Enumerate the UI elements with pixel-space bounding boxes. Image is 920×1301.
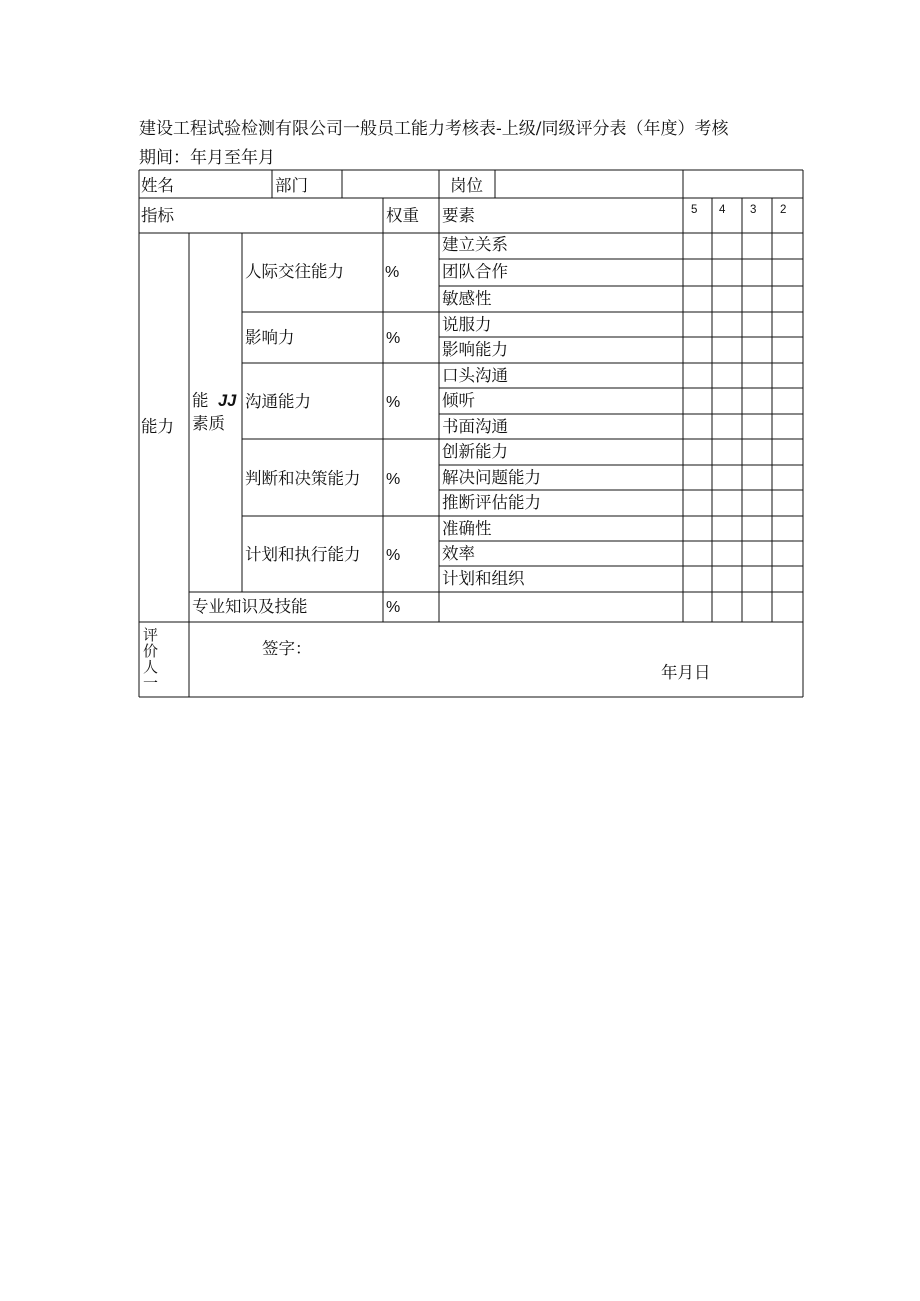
element-item: 建立关系 — [442, 235, 508, 254]
group-interpersonal-label: 人际交往能力 — [245, 262, 344, 281]
post-label: 岗位 — [450, 176, 483, 195]
element-item: 准确性 — [442, 519, 492, 538]
elements-header: 要素 — [442, 206, 475, 225]
knowledge-weight: % — [386, 599, 401, 616]
element-item: 影响能力 — [442, 340, 508, 359]
group-judgment-label: 判断和决策能力 — [245, 469, 361, 488]
dept-label: 部门 — [275, 176, 308, 195]
group-planning-label: 计划和执行能力 — [245, 545, 361, 564]
document-title: 建设工程试验检测有限公司一般员工能力考核表-上级/同级评分表（年度）考核 — [139, 119, 729, 139]
score-5-header: 5 — [691, 204, 698, 216]
group-interpersonal-weight: % — [385, 264, 400, 281]
subcategory-label-bottom: 素质 — [192, 414, 225, 433]
evaluator-label: 评价人一 — [143, 626, 159, 692]
element-item: 敏感性 — [442, 289, 492, 308]
knowledge-label: 专业知识及技能 — [192, 597, 308, 616]
group-influence-weight: % — [386, 330, 401, 347]
element-item: 创新能力 — [442, 442, 508, 461]
assessment-period: 期间：年月至年月 — [139, 148, 275, 168]
weight-header: 权重 — [386, 206, 419, 225]
indicator-header: 指标 — [141, 206, 174, 225]
element-item: 计划和组织 — [442, 569, 525, 588]
subcategory-label-top: 能 — [192, 391, 209, 410]
element-item: 效率 — [442, 544, 475, 563]
element-item: 团队合作 — [442, 262, 508, 281]
element-item: 倾听 — [442, 391, 475, 410]
group-communication-label: 沟通能力 — [245, 392, 311, 411]
name-label: 姓名 — [141, 176, 174, 195]
group-influence-label: 影响力 — [245, 328, 295, 347]
subcategory-mark: JJ — [218, 392, 237, 410]
date-label: 年月日 — [661, 663, 711, 682]
element-item: 推断评估能力 — [442, 493, 541, 512]
score-3-header: 3 — [750, 204, 757, 216]
element-item: 解决问题能力 — [442, 468, 541, 487]
group-communication-weight: % — [386, 394, 401, 411]
score-2-header: 2 — [780, 204, 787, 216]
score-4-header: 4 — [719, 204, 726, 216]
group-judgment-weight: % — [386, 471, 401, 488]
group-planning-weight: % — [386, 547, 401, 564]
signature-label: 签字： — [262, 639, 312, 658]
element-item: 口头沟通 — [442, 366, 508, 385]
element-item: 书面沟通 — [442, 417, 508, 436]
element-item: 说服力 — [442, 315, 492, 334]
category-label: 能力 — [141, 417, 174, 436]
